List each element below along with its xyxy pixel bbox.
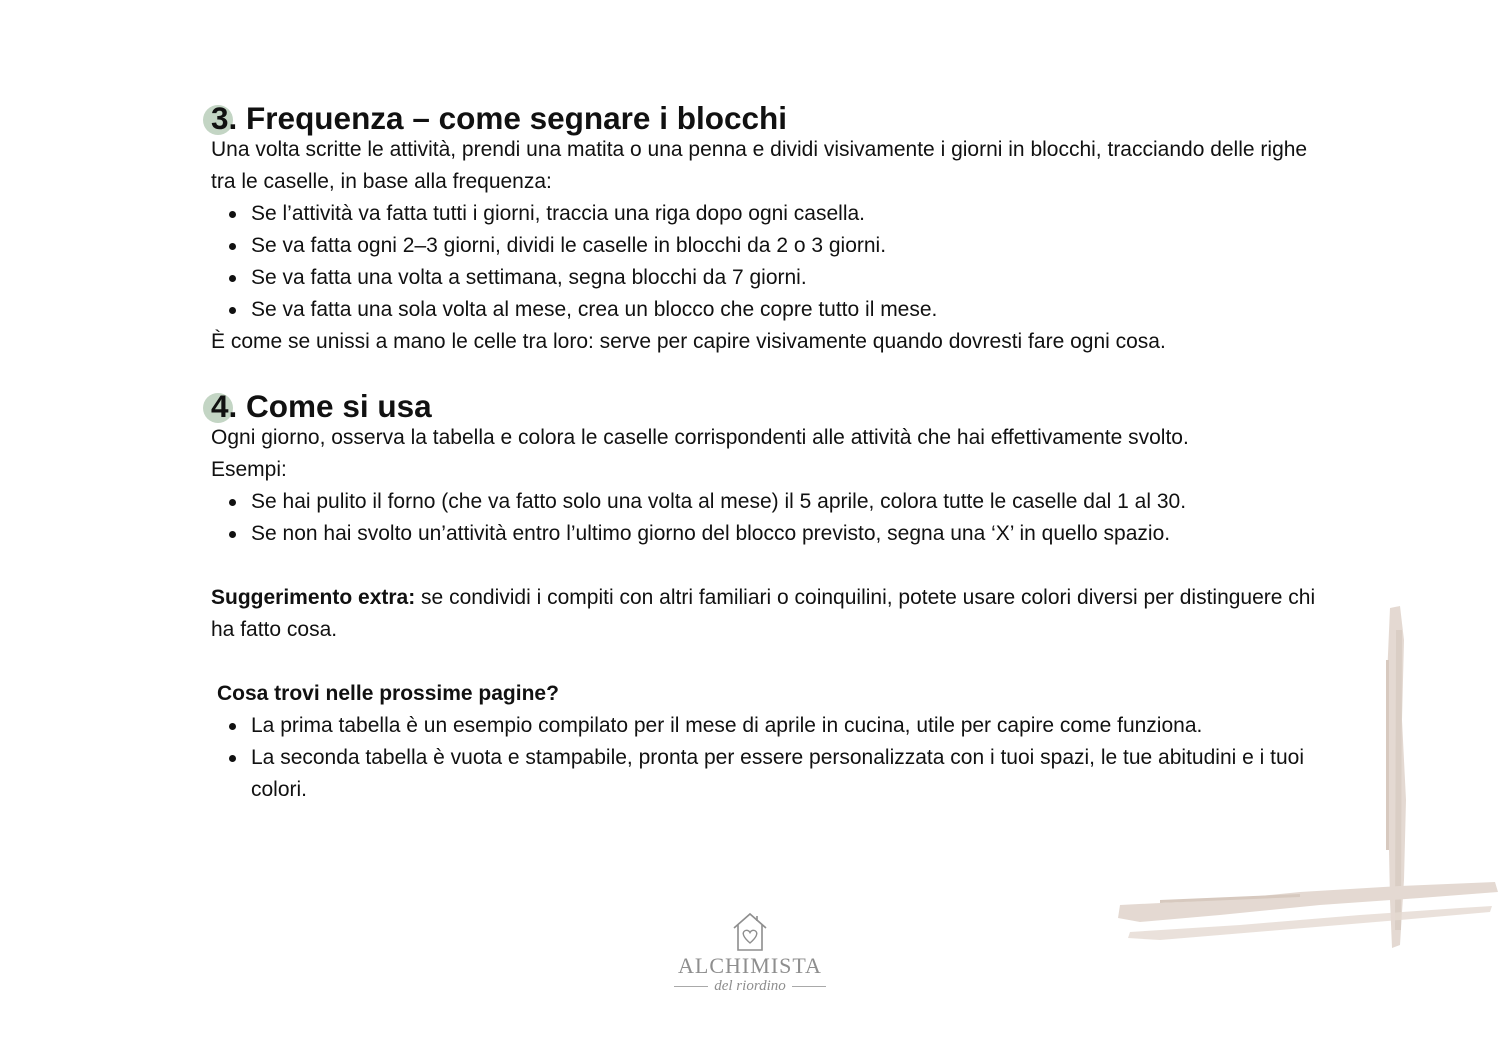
next-pages-title: Cosa trovi nelle prossime pagine? bbox=[217, 682, 559, 705]
divider bbox=[674, 986, 708, 987]
list-item: Se va fatta una sola volta al mese, crea un blocco che copre tutto il mese. bbox=[251, 294, 1321, 326]
list-item: Se l’attività va fatta tutti i giorni, traccia una riga dopo ogni casella. bbox=[251, 198, 1321, 230]
section-3-intro: Una volta scritte le attività, prendi una matita o una penna e dividi visivamente i giorni in blocchi, tracciando delle righe tra le caselle, in base alla frequenza: bbox=[211, 138, 1308, 193]
list-item: La prima tabella è un esempio compilato per il mese di aprile in cucina, utile per capire come funziona. bbox=[251, 710, 1321, 742]
section-4-heading bbox=[211, 390, 1321, 422]
house-heart-icon bbox=[730, 910, 770, 952]
brush-stroke-decoration bbox=[1100, 600, 1500, 960]
brand-logo bbox=[672, 910, 828, 994]
list-item: Se va fatta ogni 2–3 giorni, dividi le caselle in blocchi da 2 o 3 giorni. bbox=[251, 230, 1321, 262]
examples-label: Esempi: bbox=[211, 458, 287, 481]
section-4-intro: Ogni giorno, osserva la tabella e colora le caselle corrispondenti alle attività che hai effettivamente svolto. bbox=[211, 426, 1189, 449]
section-3-title: Frequenza – come segnare i blocchi bbox=[246, 100, 787, 136]
tip-text: se condividi i compiti con altri familiari o coinquilini, potete usare colori diversi per distinguere chi ha fatto cosa. bbox=[211, 586, 1316, 641]
divider bbox=[792, 986, 826, 987]
list-item: Se hai pulito il forno (che va fatto solo una volta al mese) il 5 aprile, colora tutte le caselle dal 1 al 30. bbox=[251, 486, 1321, 518]
section-3-outro: È come se unissi a mano le celle tra loro: serve per capire visivamente quando dovresti fare ogni cosa. bbox=[211, 330, 1166, 353]
list-item: Se va fatta una volta a settimana, segna blocchi da 7 giorni. bbox=[251, 262, 1321, 294]
section-3-heading bbox=[211, 102, 1321, 134]
section-4-bullet-list bbox=[211, 486, 1321, 550]
section-3-bullet-list bbox=[211, 198, 1321, 326]
list-item: La seconda tabella è vuota e stampabile, pronta per essere personalizzata con i tuoi spazi, le tue abitudini e i tuoi colori. bbox=[251, 742, 1321, 806]
logo-name: ALCHIMISTA bbox=[678, 953, 822, 978]
section-4-number: 4. bbox=[211, 388, 238, 424]
tip-label: Suggerimento extra: bbox=[211, 586, 416, 609]
section-3-number: 3. bbox=[211, 100, 238, 136]
list-item: Se non hai svolto un’attività entro l’ultimo giorno del blocco previsto, segna una ‘X’ in quello spazio. bbox=[251, 518, 1321, 550]
section-4-title: Come si usa bbox=[246, 388, 432, 424]
logo-subtitle-row bbox=[672, 978, 828, 994]
logo-subtitle: del riordino bbox=[714, 978, 786, 994]
